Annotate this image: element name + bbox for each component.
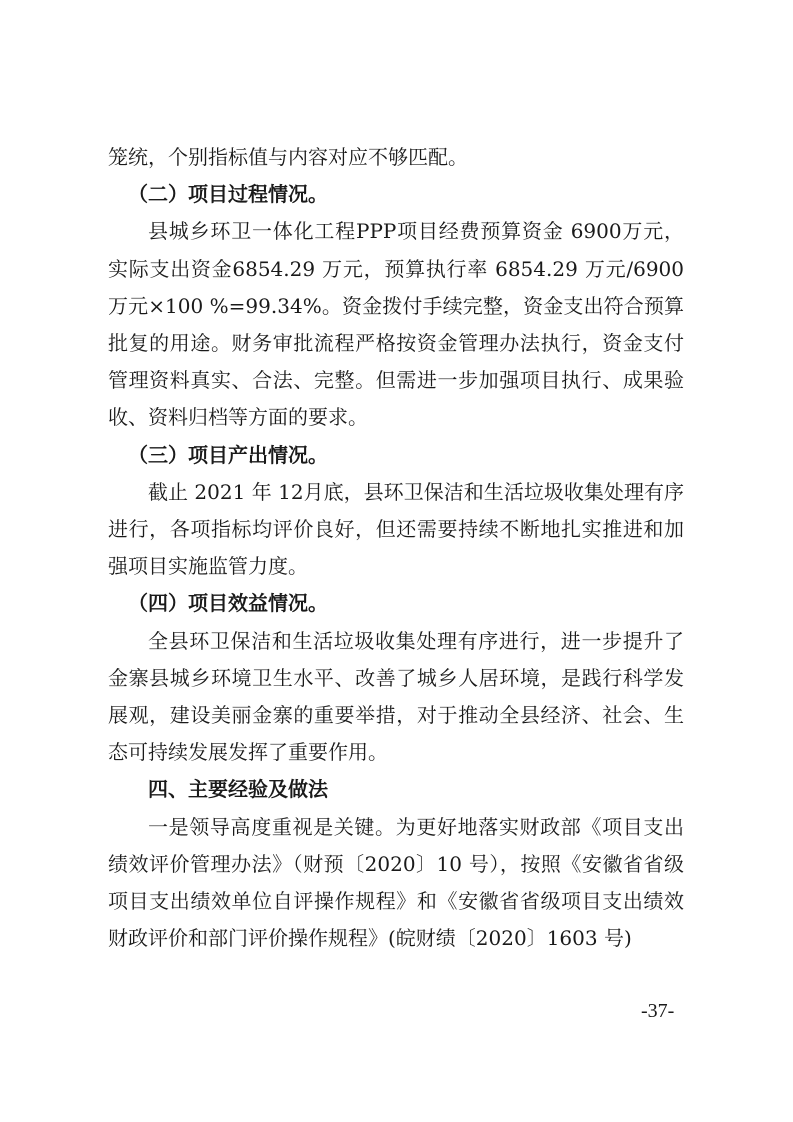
paragraph-output: 截止 2021 年 12月底，县环卫保洁和生活垃圾收集处理有序进行，各项指标均评价良好，但还需要持续不断地扎实推进和加强项目实施监管力度。	[108, 479, 684, 579]
body-text	[108, 139, 684, 957]
section-heading-process: （二）项目过程情况。	[128, 182, 328, 207]
paragraph-process: 县城乡环卫一体化工程PPP项目经费预算资金 6900万元，实际支出资金6854.29 万元，预算执行率 6854.29 万元/6900万元×100 %=99.34%。资金拨付手续完整，资金支出符合预算批复的用途。财务审批流程严格按资金管理办法执行，资金支付管理资料真实、合法、完整。但需进一步加强项目执行、成果验收、资料归档等方面的要求。	[108, 219, 684, 430]
paragraph-benefit: 全县环卫保洁和生活垃圾收集处理有序进行，进一步提升了金寨县城乡环境卫生水平、改善了城乡人居环境，是践行科学发展观，建设美丽金寨的重要举措，对于推动全县经济、社会、生态可持续发展发挥了重要作用。	[108, 628, 684, 765]
section-heading-output: （三）项目产出情况。	[128, 442, 328, 467]
paragraph-experience: 一是领导高度重视是关键。为更好地落实财政部《项目支出绩效评价管理办法》（财预〔2020〕10 号），按照《安徽省省级项目支出绩效单位自评操作规程》和《安徽省省级项目支出绩效财政评价和部门评价操作规程》(皖财绩〔2020〕1603 号)	[108, 814, 684, 951]
chapter-heading-experience: 四、主要经验及做法	[148, 777, 328, 802]
paragraph-continuation: 笼统，个别指标值与内容对应不够匹配。	[108, 145, 468, 169]
page-number: -37-	[641, 1000, 675, 1022]
section-heading-benefit: （四）项目效益情况。	[128, 591, 328, 616]
